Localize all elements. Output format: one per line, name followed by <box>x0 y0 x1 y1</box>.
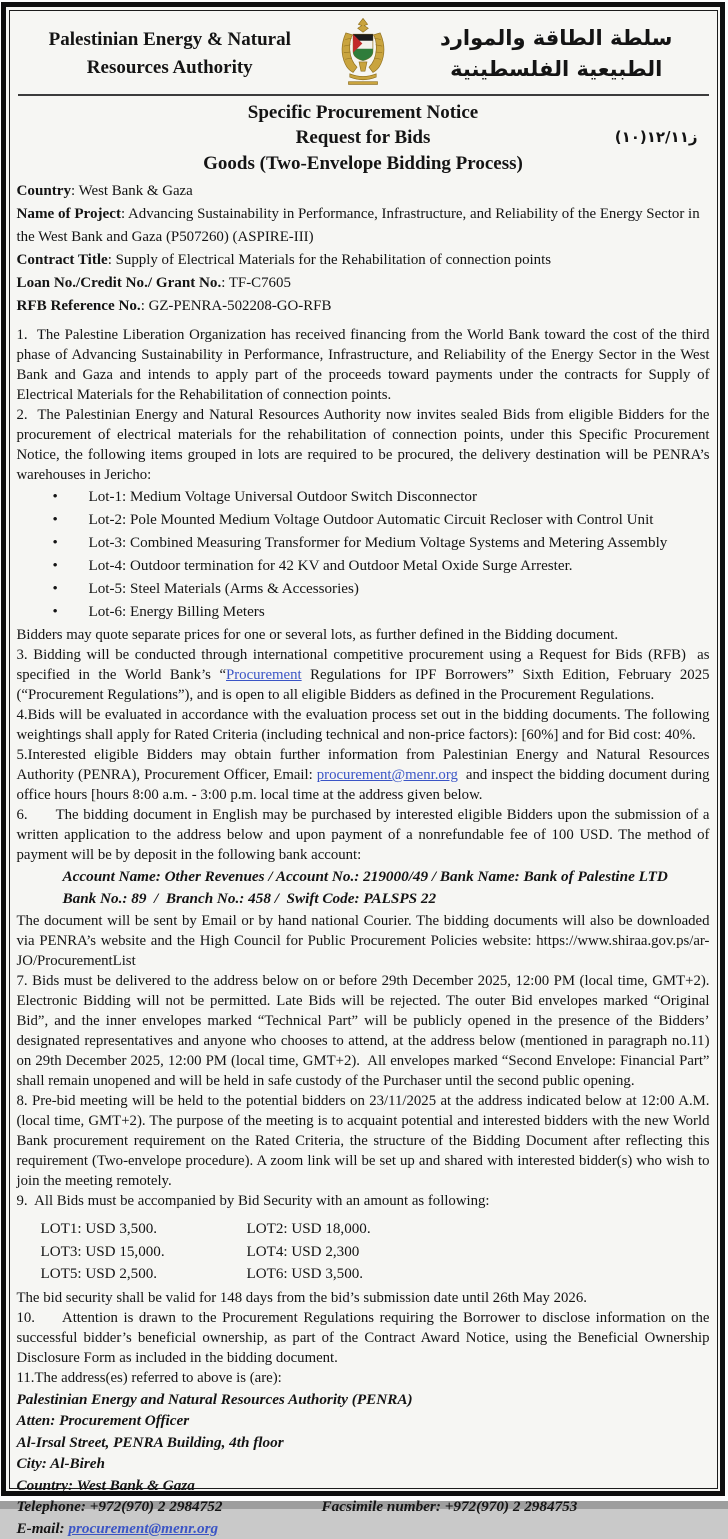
procurement-email-link[interactable]: procurement@menr.org <box>317 767 458 783</box>
meta-label: Country <box>17 183 72 199</box>
meta-label: RFB Reference No. <box>17 298 141 314</box>
bank-account-line1: Account Name: Other Revenues / Account No.: 219000/49 / Bank Name: Bank of Palestine LTD <box>17 866 710 888</box>
document-content <box>9 10 718 1489</box>
paragraph-1-financing: 1. The Palestine Liberation Organization has received financing from the World Bank toward the cost of the third phase of Advancing Sustainability in Performance, Infrastructure, and Reliability of the Energy Sector in the West Bank and Gaza and intends to apply part of the proceeds toward payments under the contracts for Supply of Electrical Materials for the Rehabilitation of connection points. <box>17 325 710 405</box>
meta-value: : West Bank & Gaza <box>71 183 193 199</box>
address-telephone: Telephone: +972(970) 2 2984752 <box>17 1496 322 1518</box>
meta-section <box>17 180 710 318</box>
meta-value: : Advancing Sustainability in Performance, Infrastructure, and Reliability of the Energy Sector in the West Bank and Gaza (P507260) (ASPIRE-III) <box>17 206 700 245</box>
address-attention: Atten: Procurement Officer <box>17 1410 710 1432</box>
document-border <box>1 2 725 1496</box>
bid-security-lot4: LOT4: USD 2,300 <box>247 1241 710 1264</box>
paragraph-3-text: 3. Bidding will be conducted through international competitive procurement using a Request for Bids (RFB) as specified in the World Bank’s “ <box>17 647 710 683</box>
header-divider <box>18 94 709 96</box>
bid-security-lot5: LOT5: USD 2,500. <box>41 1263 247 1286</box>
paragraph-3-text: Regulations for IPF Borrowers” Sixth Edition, February 2025 (“Procurement Regulations”), and is open to all eligible Bidders as defined in the Procurement Regulations. <box>17 667 710 703</box>
org-name-arabic <box>409 23 704 85</box>
lot-item-3: • Lot-3: Combined Measuring Transformer for Medium Voltage Systems and Metering Assembly <box>17 532 710 555</box>
lot-item-2: • Lot-2: Pole Mounted Medium Voltage Outdoor Automatic Circuit Recloser with Control Unit <box>17 509 710 532</box>
bid-security-lot1: LOT1: USD 3,500. <box>41 1218 247 1241</box>
meta-row-loan-grant-no <box>17 272 710 295</box>
address-country: Country: West Bank & Gaza <box>17 1475 710 1497</box>
org-name-en-line2: Resources Authority <box>23 54 318 82</box>
bid-security-lot2: LOT2: USD 18,000. <box>247 1218 710 1241</box>
address-organization: Palestinian Energy and Natural Resources Authority (PENRA) <box>17 1389 710 1411</box>
address-email-row <box>17 1518 710 1539</box>
paragraph-2-invitation: 2. The Palestinian Energy and Natural Resources Authority now invites sealed Bids from eligible Bidders for the procurement of electrical materials for the rehabilitation of connection points, under this Specific Procurement Notice, the following items grouped in lots are required to be procured, the delivery destination will be PENRA’s warehouses in Jericho: <box>17 405 710 485</box>
notice-title: Specific Procurement Notice <box>17 100 710 126</box>
org-name-english <box>23 26 318 82</box>
meta-row-contract-title <box>17 249 710 272</box>
paragraph-5-text: 5.Interested eligible Bidders may obtain further information from Palestinian Energy and Natural Resources Authority (PENRA), Procurement Officer, Email: <box>17 747 710 783</box>
bank-account-block <box>17 866 710 910</box>
lot-item-6: • Lot-6: Energy Billing Meters <box>17 601 710 624</box>
paragraph-9-bid-security-intro: 9. All Bids must be accompanied by Bid Security with an amount as following: <box>17 1191 710 1211</box>
address-city: City: Al-Bireh <box>17 1453 710 1475</box>
bank-account-line2: Bank No.: 89 / Branch No.: 458 / Swift Code: PALSPS 22 <box>17 888 710 910</box>
paragraph-5-further-information <box>17 745 710 805</box>
paragraph-4-evaluation: 4.Bids will be evaluated in accordance with the evaluation process set out in the bidding documents. The following weightings shall apply for Rated Criteria (including technical and non-price factors): [60%] and for Bid cost: 40%. <box>17 705 710 745</box>
address-facsimile: Facsimile number: +972(970) 2 2984753 <box>322 1496 578 1518</box>
paragraph-10-beneficial-ownership: 10. Attention is drawn to the Procurement Regulations requiring the Borrower to disclose information on the successful bidder’s beneficial ownership, as part of the Contract Award Notice, using the Beneficial Ownership Disclosure Form as included in the bidding document. <box>17 1308 710 1368</box>
meta-label: Name of Project <box>17 206 121 222</box>
address-street: Al-Irsal Street, PENRA Building, 4th floor <box>17 1432 710 1454</box>
meta-value: : Supply of Electrical Materials for the Rehabilitation of connection points <box>108 252 551 268</box>
lot-item-5: • Lot-5: Steel Materials (Arms & Accessories) <box>17 578 710 601</box>
procurement-regulations-link[interactable]: Procurement <box>226 667 302 683</box>
org-name-en-line1: Palestinian Energy & Natural <box>23 26 318 54</box>
lots-list <box>17 486 710 624</box>
title-block <box>17 99 710 180</box>
notice-subtitle: Request for Bids <box>17 125 710 151</box>
address-block <box>17 1389 710 1539</box>
paragraph-5-text: and inspect the bidding document during office hours [hours 8:00 a.m. - 3:00 p.m. local time at the address given below. <box>17 767 710 803</box>
notice-process-type: Goods (Two-Envelope Bidding Process) <box>17 151 710 177</box>
email-label: E-mail: <box>17 1520 69 1537</box>
paragraph-11-address-intro: 11.The address(es) referred to above is (are): <box>17 1368 710 1388</box>
meta-label: Contract Title <box>17 252 108 268</box>
paragraph-8-prebid-meeting: 8. Pre-bid meeting will be held to the potential bidders on 23/11/2025 at the address indicated below at 12:00 A.M. (local time, GMT+2). The purpose of the meeting is to acquaint potential and interested bidders with the new World Bank procurement requirement on the Rated Criteria, the structure of the Bidding Document after reflecting this requirement (Two-envelope procedure). A zoom link will be set up and shared with interested bidder(s) who wish to join the meeting remotely. <box>17 1091 710 1191</box>
org-name-ar-line1: سلطة الطاقة والموارد <box>409 23 704 54</box>
meta-value: : TF-C7605 <box>221 275 291 291</box>
bid-security-lot6: LOT6: USD 3,500. <box>247 1263 710 1286</box>
bid-security-validity: The bid security shall be valid for 148 days from the bid’s submission date until 26th May 2026. <box>17 1288 710 1308</box>
lot-item-1: • Lot-1: Medium Voltage Universal Outdoor Switch Disconnector <box>17 486 710 509</box>
document-header <box>17 13 710 91</box>
meta-value: : GZ-PENRA-502208-GO-RFB <box>141 298 332 314</box>
paragraph-7-bid-delivery: 7. Bids must be delivered to the address below on or before 29th December 2025, 12:00 PM (local time, GMT+2). Electronic Bidding will not be permitted. Late Bids will be rejected. The outer Bid envelopes marked “Original Bid”, and the inner envelopes marked “Technical Part” will be publicly opened in the presence of the Bidders’ designated representatives and anyone who chooses to attend, at the address below (mentioned in paragraph no.11) on 29th December 2025, 12:00 PM (local time, GMT+2). All envelopes marked “Second Envelope: Financial Part” shall remain unopened and will be held in safe custody of the Purchaser until the second public opening. <box>17 971 710 1091</box>
arabic-reference-number: ز١٢/١١(١٠) <box>615 128 698 146</box>
address-email-link[interactable]: procurement@menr.org <box>68 1520 218 1537</box>
paragraph-6-document-purchase: 6. The bidding document in English may be purchased by interested eligible Bidders upon the submission of a written application to the address below and upon payment of a nonrefundable fee of 100 USD. The method of payment will be by deposit in the following bank account: <box>17 805 710 865</box>
org-name-ar-line2: الطبيعية الفلسطينية <box>409 54 704 85</box>
lots-note: Bidders may quote separate prices for one or several lots, as further defined in the Bidding document. <box>17 625 710 645</box>
paragraph-3-bidding-method <box>17 645 710 705</box>
bid-security-lot3: LOT3: USD 15,000. <box>41 1241 247 1264</box>
bid-security-table <box>41 1218 710 1286</box>
meta-label: Loan No./Credit No./ Grant No. <box>17 275 222 291</box>
meta-row-rfb-reference <box>17 295 710 318</box>
address-phone-fax-row <box>17 1496 710 1518</box>
paragraph-6-delivery-note: The document will be sent by Email or by hand national Courier. The bidding documents will also be downloaded via PENRA’s website and the High Council for Public Procurement Policies website: https://www.shiraa.gov.ps/ar-JO/ProcurementList <box>17 911 710 971</box>
meta-row-country <box>17 180 710 203</box>
meta-row-project-name <box>17 203 710 249</box>
lot-item-4: • Lot-4: Outdoor termination for 42 KV and Outdoor Metal Oxide Surge Arrester. <box>17 555 710 578</box>
palestinian-eagle-emblem-icon <box>317 17 409 91</box>
